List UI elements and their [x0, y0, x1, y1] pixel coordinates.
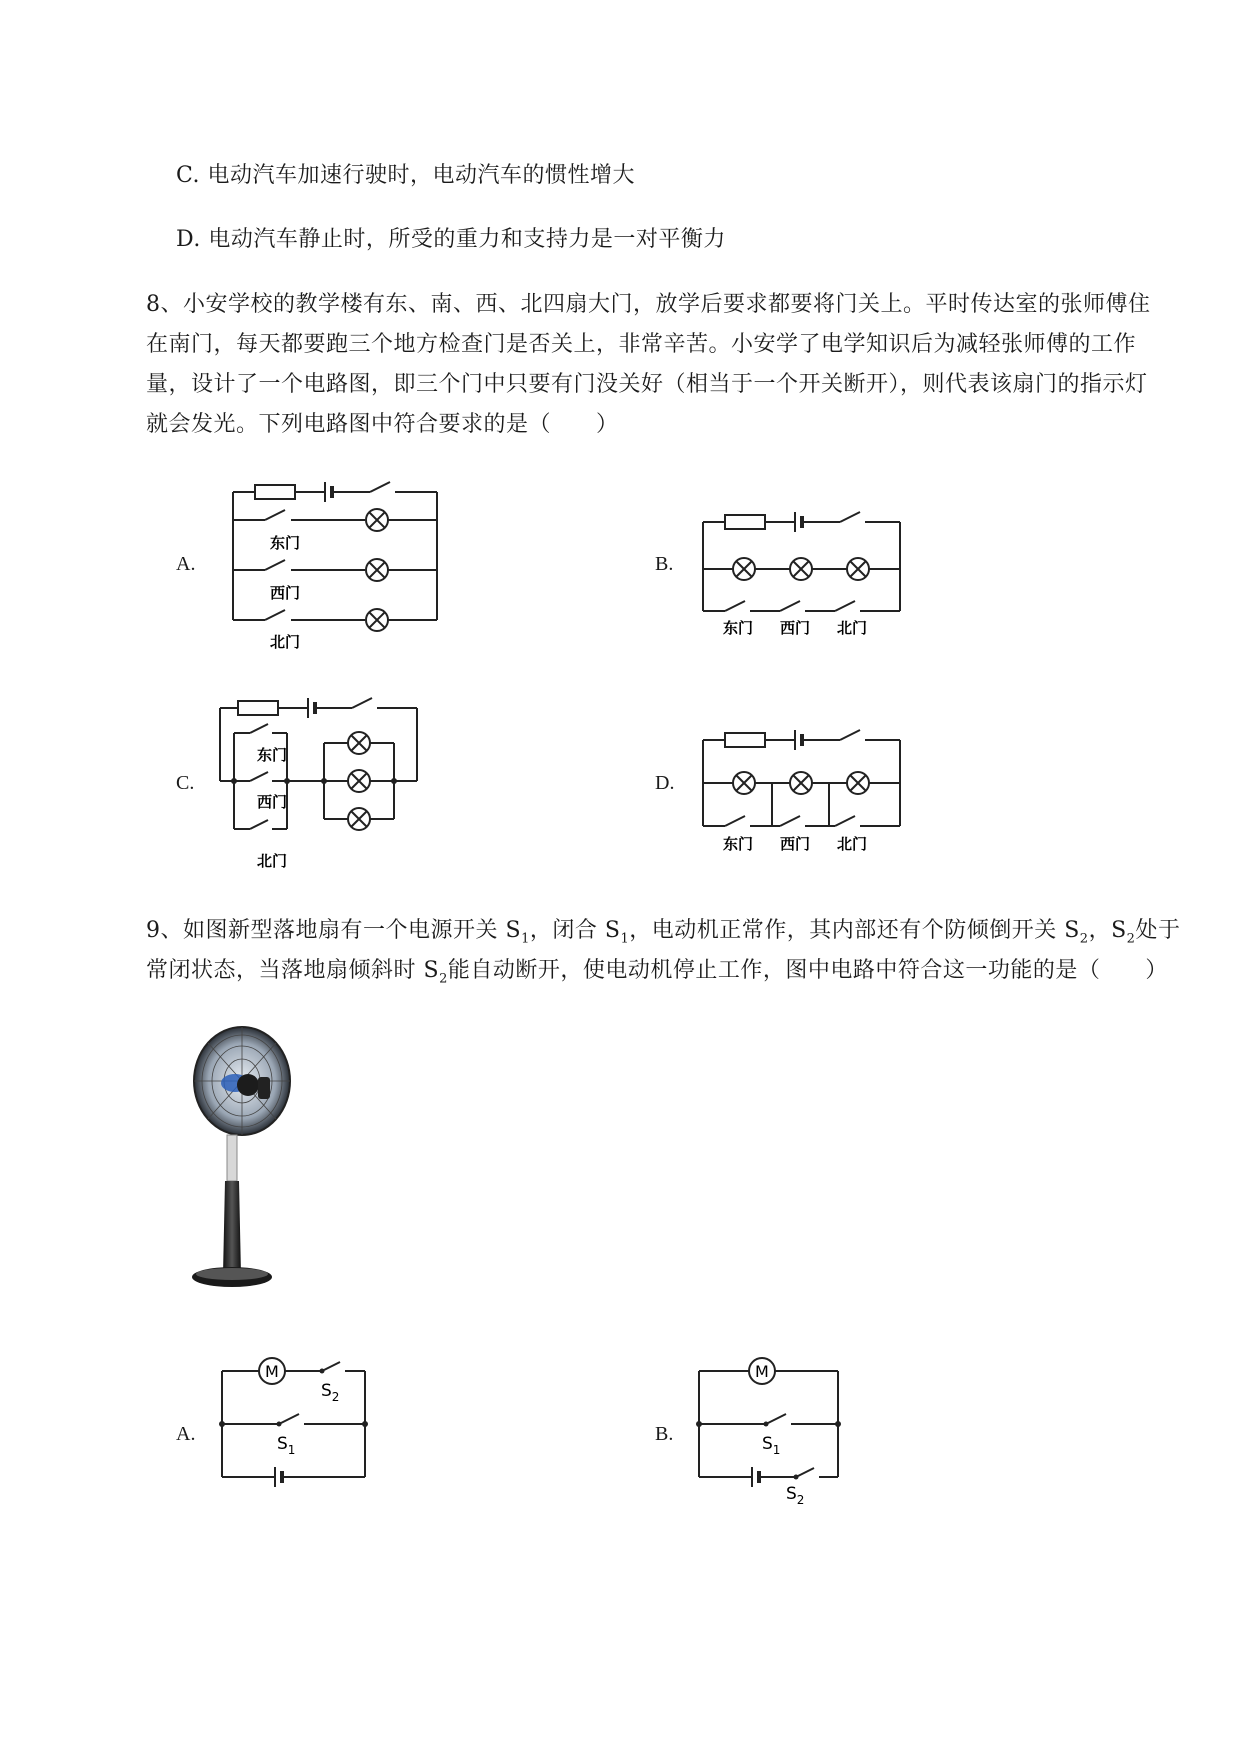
- q8-label-a: A.: [176, 553, 196, 575]
- q8-label-d: D.: [655, 772, 675, 794]
- q9-stem-line1: [146, 913, 1180, 946]
- motor-symbol: M: [265, 1362, 279, 1381]
- door-label-east: 东门: [723, 619, 754, 637]
- door-label-east: 东门: [270, 534, 301, 552]
- q9-text: 9、如图新型落地扇有一个电源开关 S: [146, 918, 522, 943]
- q9-text: 能自动断开，使电动机停止工作，图中电路中符合这一功能的是（ ）: [447, 958, 1168, 983]
- q9-stem-line2: [146, 953, 1168, 986]
- q9-text: ，电动机正常作，其内部还有个防倾倒开关 S: [629, 918, 1080, 943]
- switch-label-s2: $S_2$: [786, 1484, 805, 1507]
- door-label-west: 西门: [257, 793, 288, 811]
- door-label-east: 东门: [257, 746, 288, 764]
- q8-stem-line1: 8、小安学校的教学楼有东、南、西、北四扇大门，放学后要求都要将门关上。平时传达室的张师傅住: [146, 292, 1151, 317]
- switch-label-s1: $S_1$: [762, 1434, 781, 1457]
- q8-circuit-a: [225, 475, 455, 650]
- q8-circuit-c: [212, 693, 432, 873]
- q8-circuit-d: [695, 723, 915, 863]
- q9-text: 常闭状态，当落地扇倾斜时 S: [146, 958, 440, 983]
- q7-option-c: C. 电动汽车加速行驶时，电动汽车的惯性增大: [176, 163, 636, 188]
- motor-symbol: M: [755, 1362, 769, 1381]
- door-label-west: 西门: [270, 584, 301, 602]
- q8-stem-line2: 在南门，每天都要跑三个地方检查门是否关上，非常辛苦。小安学了电学知识后为减轻张师傅的工作: [146, 332, 1137, 357]
- q8-label-c: C.: [176, 772, 195, 794]
- switch-label-s2: $S_2$: [321, 1381, 340, 1404]
- subscript: 1: [620, 931, 630, 947]
- subscript: 2: [1126, 931, 1136, 947]
- subscript: 2: [1079, 931, 1089, 947]
- q8-stem-line3: 量，设计了一个电路图，即三个门中只要有门没关好（相当于一个开关断开），则代表该扇门的指示灯: [146, 372, 1148, 397]
- door-label-north: 北门: [270, 633, 301, 651]
- subscript: 1: [521, 931, 530, 947]
- door-label-north: 北门: [837, 835, 868, 853]
- switch-label-s1: $S_1$: [277, 1434, 296, 1457]
- q9-circuit-b: [692, 1353, 852, 1507]
- door-label-west: 西门: [780, 619, 811, 637]
- subscript: 2: [439, 971, 448, 987]
- q9-label-a: A.: [176, 1423, 196, 1445]
- q8-stem-line4: 就会发光。下列电路图中符合要求的是（ ）: [146, 412, 619, 437]
- q8-circuit-b: [695, 505, 915, 645]
- q9-label-b: B.: [655, 1423, 674, 1445]
- q9-text: 处于: [1135, 918, 1181, 943]
- door-label-west: 西门: [780, 835, 811, 853]
- q9-text: ，闭合 S: [529, 918, 621, 943]
- q8-label-b: B.: [655, 553, 674, 575]
- q7-option-d: D. 电动汽车静止时，所受的重力和支持力是一对平衡力: [176, 227, 726, 252]
- door-label-east: 东门: [723, 835, 754, 853]
- q9-text: ，S: [1088, 918, 1127, 943]
- door-label-north: 北门: [257, 852, 288, 870]
- door-label-north: 北门: [837, 619, 868, 637]
- q9-circuit-a: [215, 1353, 375, 1488]
- floor-fan-image: [190, 1025, 320, 1295]
